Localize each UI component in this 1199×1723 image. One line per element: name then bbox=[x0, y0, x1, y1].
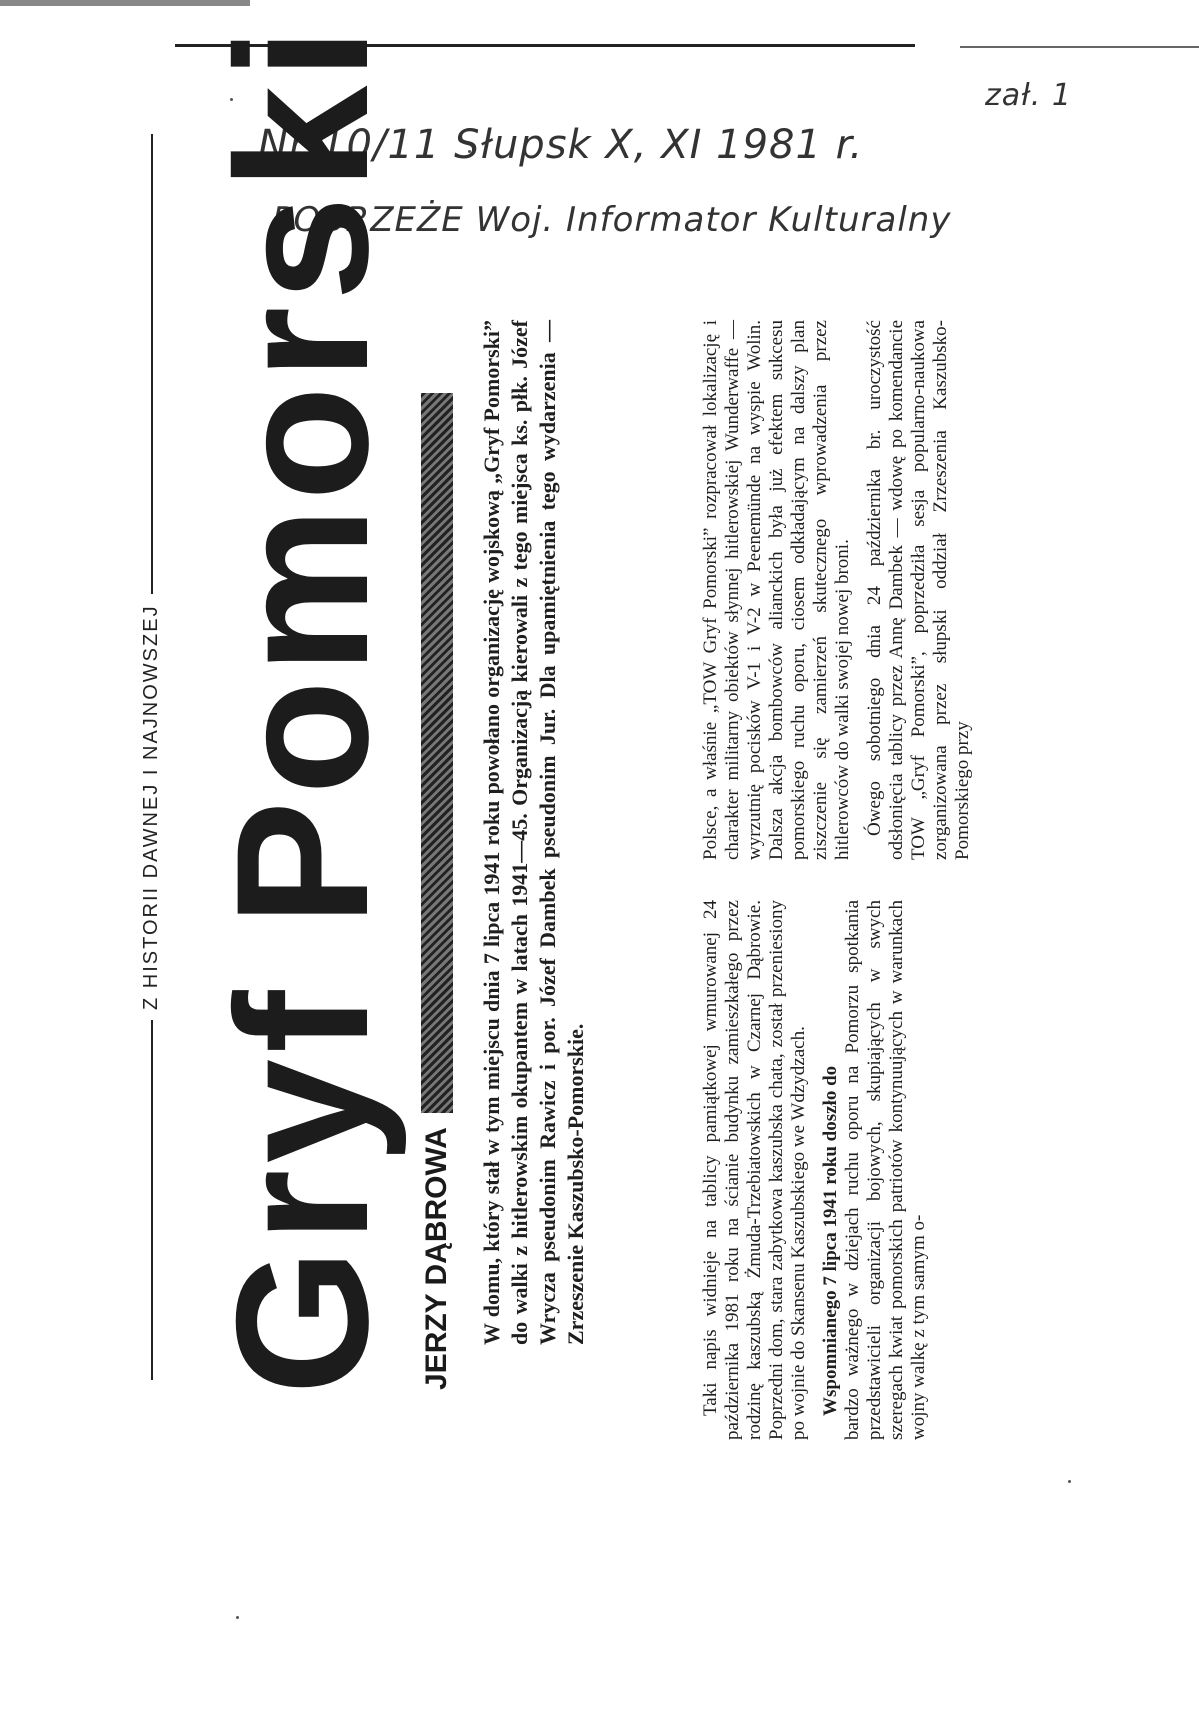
attachment-mark: zał. 1 bbox=[985, 78, 1072, 113]
kicker-text: Z HISTORII DAWNEJ I NAJNOWSZEJ bbox=[140, 604, 162, 1010]
scan-speck bbox=[1068, 1480, 1071, 1483]
issue-annotation: Nr 10/11 Słupsk X, XI 1981 r. bbox=[258, 122, 864, 168]
column-1 bbox=[700, 900, 930, 1440]
lead-paragraph bbox=[478, 320, 590, 1345]
scan-edge-line bbox=[0, 0, 250, 6]
scan-speck bbox=[236, 1616, 239, 1619]
kicker-rule bbox=[151, 1020, 153, 1380]
column-1-subhead: Wspomnianego 7 lipca 1941 roku doszło do bbox=[820, 1065, 841, 1416]
author-name: JERZY DĄBROWA bbox=[420, 1127, 453, 1390]
kicker-rule bbox=[151, 134, 153, 594]
source-annotation: POBRZEŻE Woj. Informator Kulturalny bbox=[272, 200, 952, 240]
scan-edge-line bbox=[960, 46, 1199, 48]
column-2-paragraph-1: Polsce, a właśnie „TOW Gryf Pomorski” rozpracował lokalizację i charakter militarny obiektów słynnej hitlerowskiej Wunderwaffe — wyrzutnię pocisków V-1 i V-2 w Peenemünde na wyspie Wolin. Dalsza akcja bombowców alianckich była już efektem sukcesu pomorskiego ruchu oporu, ciosem odkładającym na dalszy plan ziszczenie się zamierzeń skutecznego wprowadzenia przez hitlerowców do walki swojej nowej broni. bbox=[700, 320, 853, 860]
column-2 bbox=[700, 320, 974, 860]
column-2-paragraph-2: Ówego sobotniego dnia 24 października br. uroczystość odsłonięcia tablicy przez Annę Dambek — wdowę po komendancie TOW „Gryf Pomorski”, poprzedziła sesja popularno-naukowa zorganizowana przez słupski oddział Zrzeszenia Kaszubsko-Pomorskiego przy bbox=[864, 320, 973, 860]
column-1-paragraph-2: bardzo ważnego w dziejach ruchu oporu na Pomorzu spotkania przedstawicieli organizacji bojowych, skupiających w swych szeregach kwiat pomorskich patriotów kontynuujących w warunkach wojny walkę z tym samym o- bbox=[842, 900, 929, 1440]
author-decor-bar bbox=[421, 393, 453, 1113]
lead-text: W domu, który stał w tym miejscu dnia 7 lipca 1941 roku powołano organizację wojskową „Gryf Pomorski” do walki z hitlerowskim okupantem w latach 1941—45. Organizacją kierowali z tego miejsca ks. płk. Józef Wrycza pseudonim Rawicz i por. Józef Dambek pseudonim Jur. Dla upamiętnienia tego wydarzenia — Zrzeszenie Kaszubsko-Pomorskie. bbox=[479, 320, 588, 1345]
column-1-paragraph-1: Taki napis widnieje na tablicy pamiątkowej wmurowanej 24 października 1981 roku na ścianie budynku zamieszkałego przez rodzinę kaszubską Żmuda-Trzebiatowskich w Czarnej Dąbrowie. Poprzedni dom, stara zabytkowa kaszubska chata, został przeniesiony po wojnie do Skansenu Kaszubskiego we Wdzydzach. bbox=[700, 900, 809, 1440]
author-row bbox=[420, 393, 454, 1390]
kicker bbox=[140, 124, 163, 1390]
headline: Gryf Pomorski bbox=[197, 21, 407, 1395]
